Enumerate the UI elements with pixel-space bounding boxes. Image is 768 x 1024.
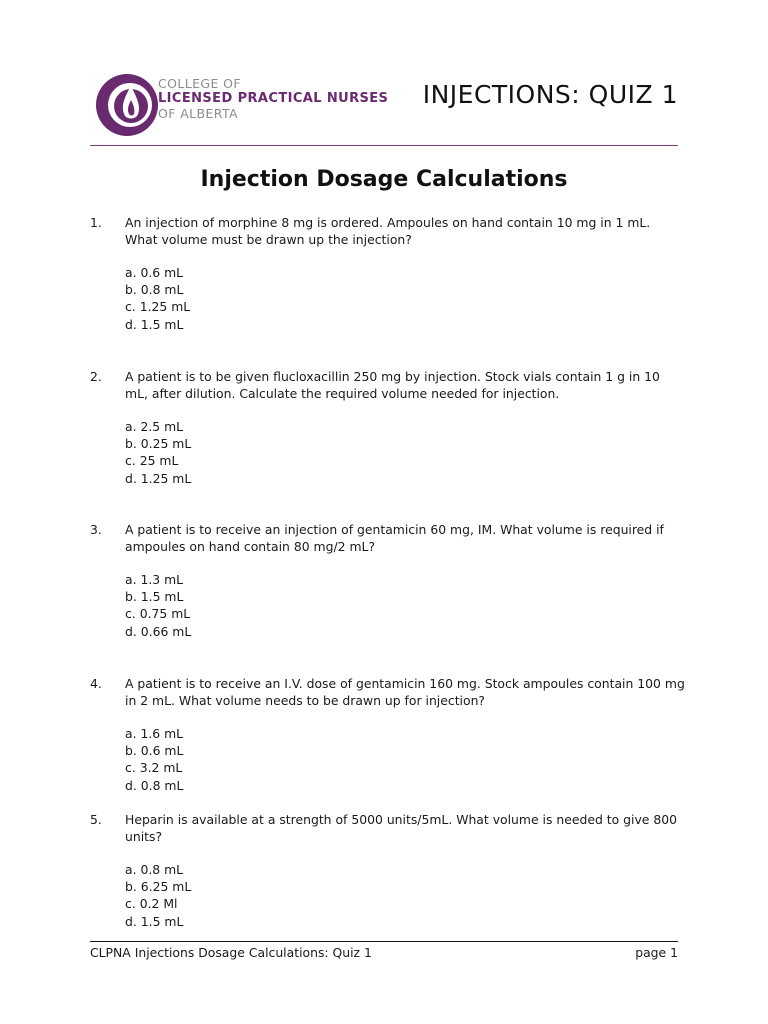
question-text: A patient is to be given flucloxacillin 250 mg by injection. Stock vials contain 1 g in 10 mL, after dilution. Calculate the required volume needed for injection. — [125, 369, 660, 401]
answer-options — [125, 861, 191, 930]
question-text: An injection of morphine 8 mg is ordered. Ampoules on hand contain 10 mg in 1 mL. What volume must be drawn up the injection? — [125, 215, 651, 247]
question-number: 3. — [90, 522, 102, 537]
footer-title: CLPNA Injections Dosage Calculations: Quiz 1 — [90, 945, 372, 960]
question-number: 5. — [90, 812, 102, 827]
answer-option: b. 1.5 mL — [125, 589, 184, 605]
clpna-logo-icon — [94, 72, 160, 138]
answer-options — [125, 571, 191, 640]
logo-line-1: COLLEGE OF — [158, 76, 241, 91]
document-title: Injection Dosage Calculations — [200, 167, 568, 192]
quiz-title: INJECTIONS: QUIZ 1 — [422, 80, 678, 109]
answer-option: a. 0.6 mL — [125, 265, 184, 280]
answer-options — [125, 264, 190, 333]
page-number: page 1 — [635, 945, 678, 960]
answer-option: c. 3.2 mL — [125, 760, 183, 776]
answer-option: b. 0.6 mL — [125, 743, 184, 759]
answer-option: a. 1.3 mL — [125, 572, 184, 587]
question-number: 4. — [90, 676, 102, 691]
question-text: A patient is to receive an I.V. dose of gentamicin 160 mg. Stock ampoules contain 100 mg in 2 mL. What volume needs to be drawn up for injection? — [125, 676, 685, 708]
answer-options — [125, 418, 191, 487]
question-text: Heparin is available at a strength of 5000 units/5mL. What volume is needed to give 800 units? — [125, 812, 677, 844]
answer-option: b. 0.8 mL — [125, 282, 184, 298]
answer-option: b. 0.25 mL — [125, 436, 192, 452]
answer-option: d. 0.8 mL — [125, 777, 184, 793]
logo-line-2: LICENSED PRACTICAL NURSES — [158, 91, 389, 106]
logo-line-3: OF ALBERTA — [158, 106, 238, 121]
answer-options — [125, 725, 183, 794]
question-text: A patient is to receive an injection of gentamicin 60 mg, IM. What volume is required if ampoules on hand contain 80 mg/2 mL? — [125, 522, 664, 554]
answer-option: d. 0.66 mL — [125, 623, 192, 639]
answer-option: c. 25 mL — [125, 453, 179, 469]
answer-option: c. 0.2 Ml — [125, 896, 178, 912]
answer-option: a. 0.8 mL — [125, 862, 184, 877]
answer-option: d. 1.5 mL — [125, 913, 184, 929]
question-number: 1. — [90, 215, 102, 230]
answer-option: c. 1.25 mL — [125, 299, 191, 315]
answer-option: d. 1.5 mL — [125, 316, 184, 332]
page-header — [90, 66, 678, 146]
answer-option: a. 1.6 mL — [125, 726, 184, 741]
answer-option: b. 6.25 mL — [125, 879, 192, 895]
question-number: 2. — [90, 369, 102, 384]
logo-wordmark — [158, 76, 388, 121]
answer-option: c. 0.75 mL — [125, 606, 191, 622]
header-divider — [90, 145, 678, 146]
answer-option: a. 2.5 mL — [125, 419, 184, 434]
answer-option: d. 1.25 mL — [125, 470, 192, 486]
footer-divider — [90, 941, 678, 942]
